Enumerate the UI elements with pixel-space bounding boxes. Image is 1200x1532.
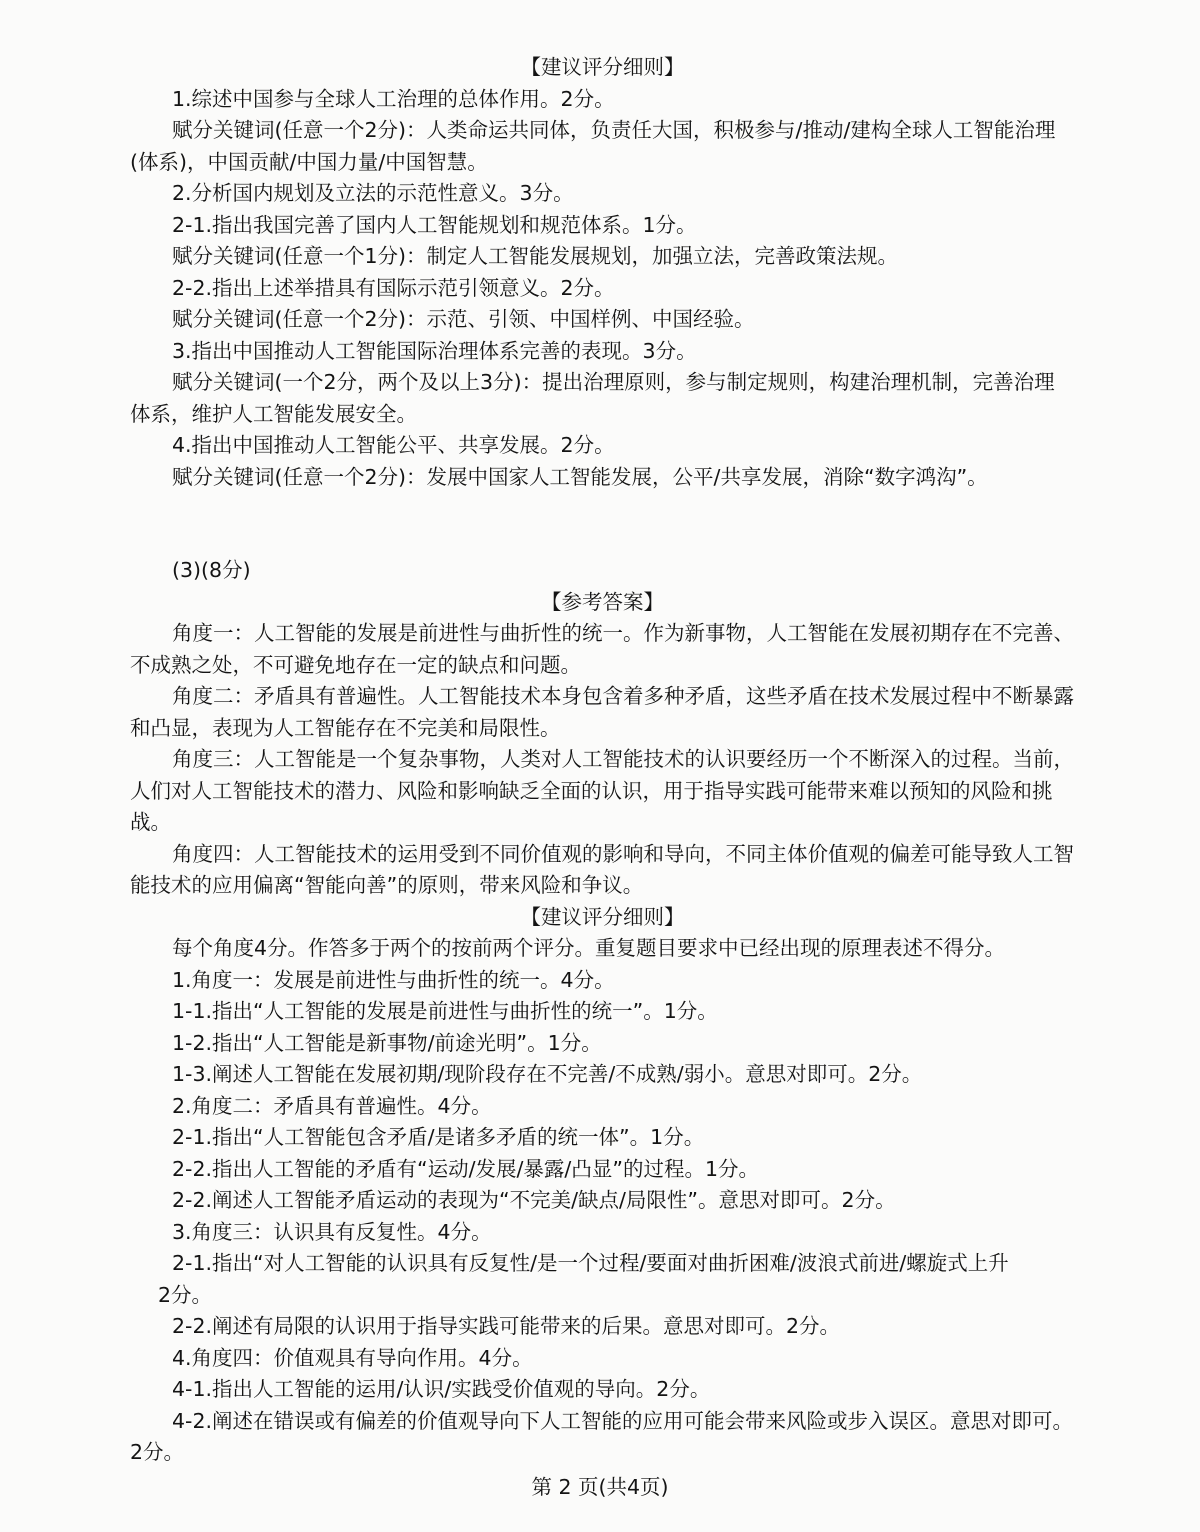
rubric-line: 2分。 [158,1282,213,1307]
rubric-line: 2-2.指出上述举措具有国际示范引领意义。2分。 [172,275,615,300]
rubric-line: 1-3.阐述人工智能在发展初期/现阶段存在不完善/不成熟/弱小。意思对即可。2分。 [172,1062,923,1086]
answer-paragraph: 角度三：人工智能是一个复杂事物，人类对人工智能技术的认识要经历一个不断深入的过程。当前，人们对人工智能技术的潜力、风险和影响缺乏全面的认识，用于指导实践可能带来难以预知的风险和挑战。 [130,747,1074,834]
rubric-line: 4.指出中国推动人工智能公平、共享发展。2分。 [172,433,615,457]
rubric-line: 1-2.指出“人工智能是新事物/前途光明”。1分。 [172,1030,602,1055]
rubric-line: 2.角度二：矛盾具有普遍性。4分。 [172,1093,492,1118]
rubric-section-top [130,52,1075,493]
rubric-line: 2-2.指出人工智能的矛盾有“运动/发展/暴露/凸显”的过程。1分。 [172,1156,760,1181]
rubric-line: 2-1.指出我国完善了国内人工智能规划和规范体系。1分。 [172,212,697,237]
rubric-line: 赋分关键词(任意一个2分)：示范、引领、中国样例、中国经验。 [172,307,755,331]
rubric-line: 每个角度4分。作答多于两个的按前两个评分。重复题目要求中已经出现的原理表述不得分。 [172,936,1006,960]
page-footer: 第 2 页(共4页) [531,1475,669,1499]
rubric-line: 3.指出中国推动人工智能国际治理体系完善的表现。3分。 [172,338,697,363]
rubric-line: 4-2.阐述在错误或有偏差的价值观导向下人工智能的应用可能会带来风险或步入误区。意思对即可。2分。 [130,1408,1073,1464]
rubric-line: 2-1.指出“人工智能包含矛盾/是诸多矛盾的统一体”。1分。 [172,1125,705,1149]
rubric-line: 赋分关键词(任意一个1分)：制定人工智能发展规划，加强立法，完善政策法规。 [172,244,899,268]
rubric-line: 4.角度四：价值观具有导向作用。4分。 [172,1345,533,1370]
rubric-line: 2.分析国内规划及立法的示范性意义。3分。 [172,181,574,205]
rubric-line: 1.综述中国参与全球人工治理的总体作用。2分。 [172,86,615,111]
rubric-line: 赋分关键词(任意一个2分)：发展中国家人工智能发展，公平/共享发展，消除“数字鸿沟”。 [172,464,988,489]
rubric-line: 2-2.阐述人工智能矛盾运动的表现为“不完美/缺点/局限性”。意思对即可。2分。 [172,1188,896,1212]
rubric-line: 2-1.指出“对人工智能的认识具有反复性/是一个过程/要面对曲折困难/波浪式前进/螺旋式上升 [172,1251,1009,1275]
rubric-line: 3.角度三：认识具有反复性。4分。 [172,1219,492,1244]
question-label: (3)(8分) [172,558,251,582]
answer-heading: 【参考答案】 [541,589,664,614]
rubric-line: 1.角度一：发展是前进性与曲折性的统一。4分。 [172,967,615,992]
answer-paragraph: 角度二：矛盾具有普遍性。人工智能技术本身包含着多种矛盾，这些矛盾在技术发展过程中不断暴露和凸显，表现为人工智能存在不完美和局限性。 [130,684,1074,740]
answer-paragraph: 角度一：人工智能的发展是前进性与曲折性的统一。作为新事物，人工智能在发展初期存在不完善、不成熟之处，不可避免地存在一定的缺点和问题。 [130,621,1074,677]
question-3-section [130,555,1075,1469]
rubric-line: 2-2.阐述有局限的认识用于指导实践可能带来的后果。意思对即可。2分。 [172,1314,841,1338]
rubric-line: 1-1.指出“人工智能的发展是前进性与曲折性的统一”。1分。 [172,999,718,1023]
rubric-line: 赋分关键词(一个2分，两个及以上3分)：提出治理原则，参与制定规则，构建治理机制，完善治理体系，维护人工智能发展安全。 [130,370,1055,426]
rubric-line: 赋分关键词(任意一个2分)：人类命运共同体，负责任大国，积极参与/推动/建构全球人工智能治理(体系)，中国贡献/中国力量/中国智慧。 [130,118,1056,174]
rubric-heading: 【建议评分细则】 [520,904,685,929]
rubric-line: 4-1.指出人工智能的运用/认识/实践受价值观的导向。2分。 [172,1377,711,1401]
rubric-heading: 【建议评分细则】 [520,55,685,79]
answer-paragraph: 角度四：人工智能技术的运用受到不同价值观的影响和导向，不同主体价值观的偏差可能导致人工智能技术的应用偏离“智能向善”的原则，带来风险和争议。 [130,841,1074,897]
